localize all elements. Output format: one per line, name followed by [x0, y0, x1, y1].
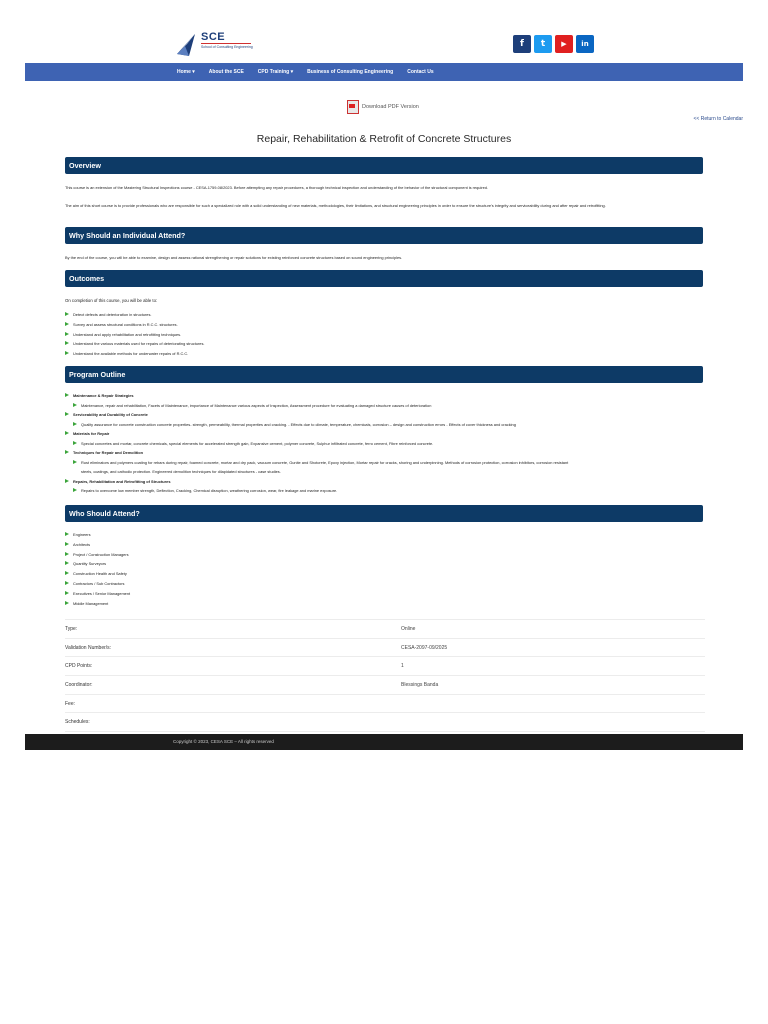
download-pdf-label: Download PDF Version [362, 104, 419, 110]
why-paragraph: By the end of the course, you will be able to examine, design and assess rational strengthening or repair solutions for existing reinforced concrete structures based on sound engineering principles. [65, 255, 403, 260]
list-item: Project / Construction Managers [65, 550, 705, 560]
pdf-icon [347, 100, 359, 114]
table-row [65, 657, 705, 676]
page-title: Repair, Rehabilitation & Retrofit of Concrete Structures [256, 133, 512, 145]
logo-emblem-icon [175, 32, 199, 58]
info-key: Fee: [65, 700, 76, 707]
bullet-icon [65, 601, 69, 605]
info-key: Validation Number/s: [65, 644, 112, 651]
list-item: Architects [65, 540, 705, 550]
bullet-icon [65, 581, 69, 585]
section-header-program-outline [65, 366, 703, 383]
youtube-icon[interactable]: ▶ [555, 35, 573, 53]
outcomes-list [65, 310, 705, 359]
section-heading: Who Should Attend? [69, 509, 140, 518]
list-item: Maintenance & Repair Strategies [65, 391, 705, 401]
bullet-icon [65, 450, 69, 454]
list-item: Quantity Surveyors [65, 559, 705, 569]
bullet-icon [65, 393, 69, 397]
info-key: Schedules: [65, 719, 90, 726]
list-item: Executives / Senior Management [65, 589, 705, 599]
table-row [65, 713, 705, 732]
overview-paragraph: The aim of this short course is to provide professionals who are responsible for such a specialized role with a solid understanding of new materials, methodologies, their limitations, and structural engineering principles in order to ensure the structure's integrity and serviceability during and after repair and retrofitting. [65, 203, 606, 208]
nav-item-business[interactable]: Business of Consulting Engineering [307, 69, 394, 75]
section-header-why-attend [65, 227, 703, 244]
table-row [65, 676, 705, 695]
social-links [513, 35, 594, 53]
section-header-overview [65, 157, 703, 174]
bullet-icon [65, 561, 69, 565]
list-item: Understand the available methods for underwater repairs of R.C.C. [65, 349, 705, 359]
list-item: Middle Management [65, 599, 705, 609]
bullet-icon [73, 422, 77, 426]
bullet-icon [65, 341, 69, 345]
list-item-detail: Maintenance, repair and rehabilitation, Facets of Maintenance, importance of Maintenance various aspects of Inspection, Assessment procedure for evaluating a damaged structure causes of deterioration [65, 401, 705, 411]
info-value: CESA-2097-09/2025 [401, 644, 448, 651]
bullet-icon [65, 412, 69, 416]
list-item: Detect defects and deterioration in structures. [65, 310, 705, 320]
table-row [65, 620, 705, 639]
list-item: Materials for Repair [65, 429, 705, 439]
section-header-who-attend [65, 505, 703, 522]
top-header [25, 27, 743, 63]
linkedin-icon[interactable]: in [576, 35, 594, 53]
site-footer [25, 734, 743, 750]
copyright-text: Copyright © 2023, CESA SCE – All rights reserved [173, 739, 274, 744]
list-item-detail: Rust eliminators and polymers coating for rebars during repair, foamed concrete, mortar and dry pack, vacuum concrete, Gunite and Shotcrete, Epoxy injection, Mortar repair for cracks, shoring and underpinning. Methods of corrosion protection, corrosion inhibitors, corrosion resistant [65, 458, 705, 468]
info-key: CPD Points: [65, 663, 93, 670]
section-heading: Overview [69, 161, 101, 170]
bullet-icon [65, 312, 69, 316]
info-value: Blessings Banda [401, 682, 439, 689]
download-pdf-link[interactable] [347, 100, 419, 114]
table-row [65, 695, 705, 714]
section-header-outcomes [65, 270, 703, 287]
bullet-icon [65, 332, 69, 336]
list-item: Understand the various materials used for repairs of deteriorating structures. [65, 339, 705, 349]
table-row [65, 639, 705, 658]
bullet-icon [73, 460, 77, 464]
list-item: Engineers [65, 530, 705, 540]
logo-divider [201, 43, 251, 44]
outcomes-intro: On completion of this course, you will be able to: [65, 298, 158, 303]
bullet-icon [65, 542, 69, 546]
logo-subtitle: School of Consulting Engineering [201, 45, 253, 49]
return-to-calendar-link[interactable]: << Return to Calendar [693, 116, 743, 122]
bullet-icon [65, 591, 69, 595]
overview-paragraph: This course is an extension of the Mastering Structural Inspections course - CESA-1759-08/2023. Before attempting any repair procedures, a thorough technical inspection and understanding of the behavior of the structural component is required. [65, 185, 489, 190]
bullet-icon [65, 479, 69, 483]
list-item: Survey and assess structural conditions in R.C.C. structures. [65, 320, 705, 330]
section-heading: Program Outline [69, 370, 126, 379]
section-heading: Outcomes [69, 274, 105, 283]
nav-item-contact[interactable]: Contact Us [407, 69, 434, 75]
bullet-icon [65, 532, 69, 536]
bullet-icon [65, 351, 69, 355]
bullet-icon [73, 441, 77, 445]
list-item: Serviceability and Durability of Concrete [65, 410, 705, 420]
list-item: Techniques for Repair and Demolition [65, 448, 705, 458]
logo-title: SCE [201, 31, 226, 43]
course-info-table [65, 619, 705, 732]
list-item: Contractors / Sub Contractors [65, 579, 705, 589]
list-item-detail: Quality assurance for concrete construction concrete properties- strength, permeability, thermal properties and cracking. - Effects due to climate, temperature, chemicals, corrosion – design and construction errors - Effects of cover thickness and cracking [65, 420, 705, 430]
info-value: 1 [401, 663, 404, 670]
info-key: Coordinator: [65, 682, 93, 689]
bullet-icon [65, 552, 69, 556]
list-item-detail-continued: steels, coatings, and cathodic protection. Engineered demolition techniques for dilapidated structures - case studies. [81, 469, 281, 475]
section-heading: Why Should an Individual Attend? [69, 231, 186, 240]
nav-item-home[interactable]: Home ▾ [177, 69, 195, 75]
twitter-icon[interactable]: t [534, 35, 552, 53]
nav-item-cpd-training[interactable]: CPD Training ▾ [257, 69, 294, 75]
info-value: Online [401, 626, 416, 632]
bullet-icon [65, 322, 69, 326]
facebook-icon[interactable]: f [513, 35, 531, 53]
main-nav [25, 63, 743, 81]
list-item: Repairs, Rehabilitation and Retrofitting of Structures [65, 477, 705, 487]
list-item-detail: Repairs to overcome low member strength, Deflection, Cracking, Chemical disruption, weathering corrosion, wear, fire leakage and marine exposure. [65, 486, 705, 496]
bullet-icon [65, 571, 69, 575]
page [25, 27, 743, 751]
bullet-icon [73, 488, 77, 492]
bullet-icon [73, 403, 77, 407]
list-item: Understand and apply rehabilitation and retrofitting techniques. [65, 330, 705, 340]
who-attend-list [65, 530, 705, 608]
info-key: Type: [65, 626, 78, 632]
sce-logo[interactable] [175, 30, 255, 60]
list-item: Construction Health and Safety [65, 569, 705, 579]
program-outline-list [65, 391, 705, 496]
bullet-icon [65, 431, 69, 435]
nav-item-about[interactable]: About the SCE [208, 69, 244, 75]
list-item-detail: Special concretes and mortar, concrete chemicals, special elements for accelerated strength gain, Expansive cement, polymer concrete, Sulphur infiltrated concrete, ferro cement, Fibre reinforced concrete. [65, 439, 705, 449]
